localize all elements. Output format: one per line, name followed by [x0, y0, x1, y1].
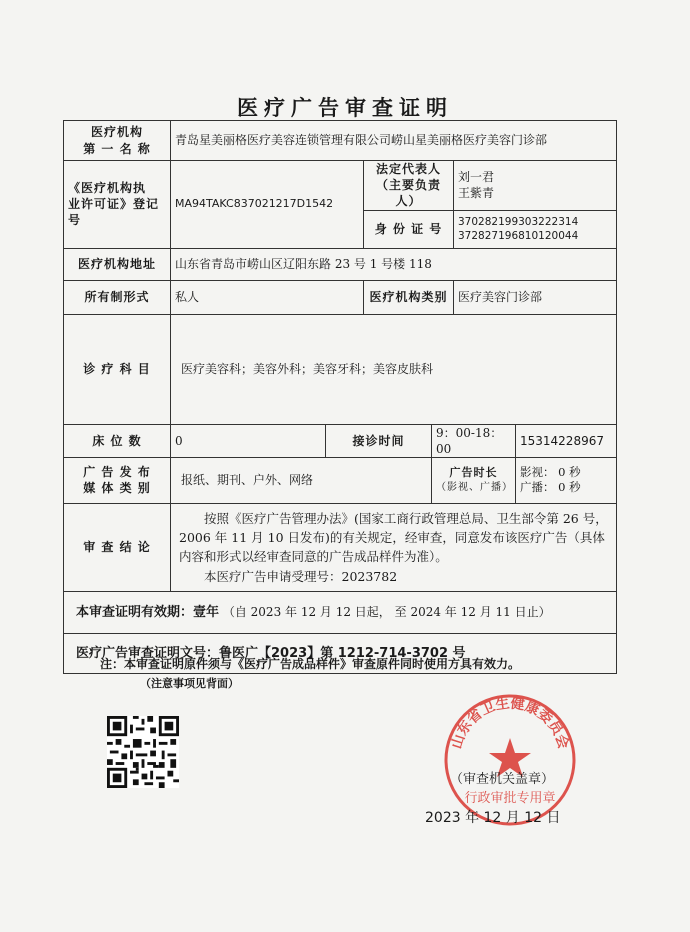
media-label-line2: 媒 体 类 别	[83, 481, 151, 496]
document-title: 医疗广告审查证明	[237, 96, 453, 120]
row-license-a	[64, 161, 617, 211]
row-org-name	[64, 121, 617, 161]
seal-text-top: 山东省卫生健康委员会	[448, 695, 572, 751]
address-value: 山东省青岛市崂山区辽阳东路 23 号 1 号楼 118	[171, 248, 617, 280]
duration-value	[516, 457, 617, 503]
phone-value	[516, 424, 617, 457]
row-ownership	[64, 280, 617, 314]
validity-label: 本审查证明有效期：壹年	[76, 604, 220, 620]
seal-text-bottom: 行政审批专用章	[464, 791, 556, 806]
duration-label	[432, 457, 516, 503]
beds-label: 床 位 数	[64, 424, 171, 457]
conclusion-text: 按照《医疗广告管理办法》(国家工商行政管理总局、卫生部令第 26 号，2006 年 11 月 10 日发布)的有关规定，经审查，同意发布该医疗广告（具体内容和形式以经审查同意的广告成品样件为准）。	[179, 510, 608, 565]
footer-note-2: （注意事项见背面）	[140, 677, 239, 690]
doc-no-value: 鲁医广【2023】第 1212-714-3702 号	[219, 645, 466, 661]
row-conclusion	[64, 503, 617, 591]
media-label-line1: 广 告 发 布	[83, 465, 151, 480]
row-departments	[64, 314, 617, 424]
footer-note: 注：本审查证明原件须与《医疗广告成品样件》审查原件同时使用方具有效力。	[100, 657, 521, 671]
legal-rep-name-2: 王紫青	[458, 186, 495, 201]
row-media	[64, 457, 617, 503]
doc-no-label: 医疗广告审查证明文号：	[76, 645, 220, 661]
license-label-line2: 业许可证》登记	[68, 197, 160, 212]
legal-rep-label	[364, 161, 454, 211]
hours-value: 9：00-18：00	[432, 424, 516, 457]
seal-caption: （审查机关盖章）	[450, 772, 555, 787]
departments-value: 医疗美容科；美容外科；美容牙科；美容皮肤科	[171, 314, 617, 424]
address-label: 医疗机构地址	[64, 248, 171, 280]
beds-value: 0	[171, 424, 326, 457]
validity-period: （自 2023 年 12 月 12 日起， 至 2024 年 12 月 11 日止）	[222, 604, 551, 619]
duration-radio: 广播： 0 秒	[520, 480, 581, 495]
license-label	[64, 161, 171, 249]
phone-number: 15314228967	[520, 433, 604, 448]
license-label-line3: 号	[68, 213, 82, 228]
validity-cell	[64, 591, 617, 633]
duration-tv: 影视： 0 秒	[520, 464, 581, 479]
org-name-value: 青岛星美丽格医疗美容连锁管理有限公司崂山星美丽格医疗美容门诊部	[171, 121, 617, 161]
ownership-value: 私人	[171, 280, 364, 314]
id-no-1: 370282199303222314	[458, 215, 579, 228]
id-no-2: 372827196810120044	[458, 230, 579, 243]
duration-label-line2: （影视、广播）	[436, 482, 513, 494]
media-value: 报纸、期刊、户外、网络	[171, 457, 432, 503]
legal-rep-name-1: 刘一君	[458, 170, 495, 185]
departments-label: 诊 疗 科 目	[64, 314, 171, 424]
org-type-value: 医疗美容门诊部	[454, 280, 617, 314]
org-type-label: 医疗机构类别	[364, 280, 454, 314]
issue-date: 2023 年 12 月 12 日	[425, 810, 561, 826]
row-validity	[64, 591, 617, 633]
row-beds	[64, 424, 617, 457]
id-no-value	[454, 210, 617, 248]
row-address	[64, 248, 617, 280]
license-label-line1: 《医疗机构执	[68, 181, 147, 195]
ownership-label: 所有制形式	[64, 280, 171, 314]
org-name-label-line1: 医疗机构	[90, 125, 143, 140]
certificate-table	[63, 120, 617, 674]
conclusion-label: 审 查 结 论	[64, 503, 171, 591]
media-label	[64, 457, 171, 503]
id-no-label: 身 份 证 号	[364, 210, 454, 248]
duration-label-line1: 广告时长	[449, 466, 498, 480]
org-name-label	[64, 121, 171, 161]
conclusion-value	[171, 503, 617, 591]
legal-rep-label-line2: （主要负责人）	[375, 178, 441, 209]
license-value: MA94TAKC837021217D1542	[171, 161, 364, 249]
legal-rep-label-line1: 法定代表人	[375, 162, 441, 176]
conclusion-ref: 本医疗广告申请受理号：2023782	[204, 568, 398, 584]
org-name-label-line2: 第 一 名 称	[83, 141, 151, 156]
hours-label: 接诊时间	[326, 424, 432, 457]
qr-code-icon	[107, 716, 179, 788]
legal-rep-value	[454, 161, 617, 211]
